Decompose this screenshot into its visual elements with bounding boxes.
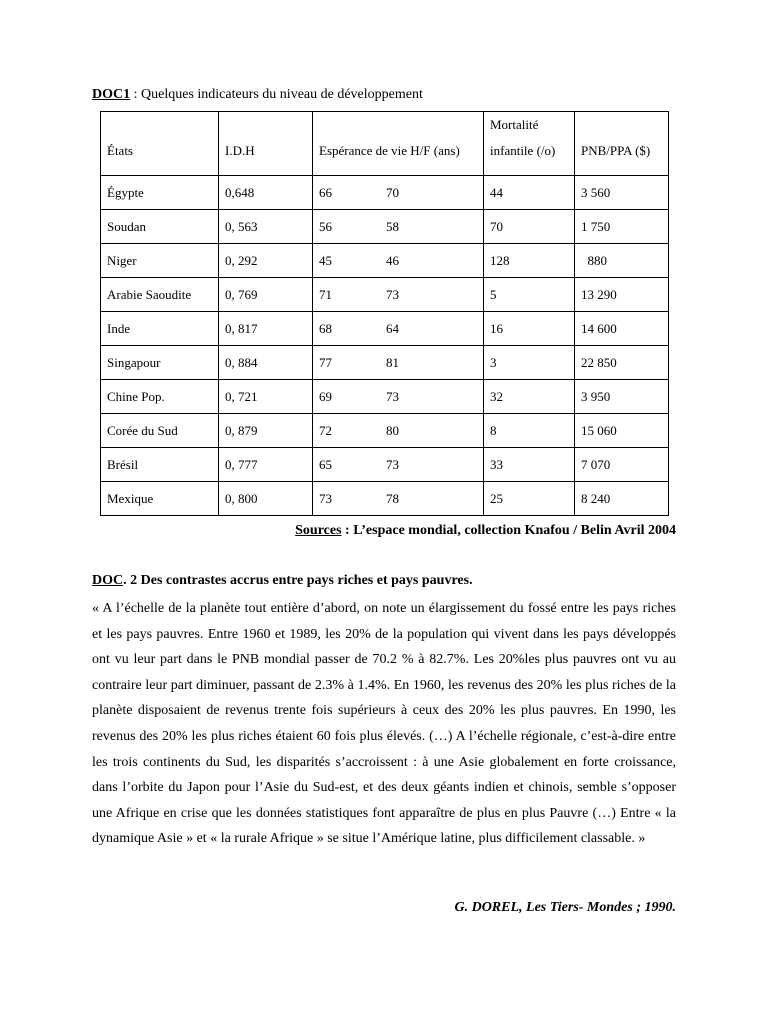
cell-state: Arabie Saoudite bbox=[101, 278, 219, 312]
table-row bbox=[101, 380, 669, 414]
life-expectancy-female: 70 bbox=[386, 184, 399, 200]
life-expectancy-male: 73 bbox=[319, 490, 332, 506]
table-row bbox=[101, 278, 669, 312]
life-expectancy-female: 80 bbox=[386, 422, 399, 438]
life-expectancy-female: 73 bbox=[386, 286, 399, 302]
life-expectancy-male: 56 bbox=[319, 218, 332, 234]
cell-pnb: 7 070 bbox=[575, 448, 669, 482]
cell-state: Brésil bbox=[101, 448, 219, 482]
table-row bbox=[101, 176, 669, 210]
life-expectancy-male: 65 bbox=[319, 456, 332, 472]
table-row bbox=[101, 482, 669, 516]
cell-pnb: 3 560 bbox=[575, 176, 669, 210]
header-life-expectancy: Espérance de vie H/F (ans) bbox=[313, 112, 484, 176]
header-state: États bbox=[101, 112, 219, 176]
cell-idh: 0, 292 bbox=[219, 244, 313, 278]
cell-state: Inde bbox=[101, 312, 219, 346]
cell-mortality: 70 bbox=[484, 210, 575, 244]
cell-idh: 0, 563 bbox=[219, 210, 313, 244]
cell-idh: 0, 817 bbox=[219, 312, 313, 346]
cell-idh: 0,648 bbox=[219, 176, 313, 210]
life-expectancy-female: 46 bbox=[386, 252, 399, 268]
cell-pnb: 880 bbox=[575, 244, 669, 278]
cell-life-expectancy bbox=[313, 414, 484, 448]
cell-mortality: 8 bbox=[484, 414, 575, 448]
cell-state: Singapour bbox=[101, 346, 219, 380]
cell-idh: 0, 721 bbox=[219, 380, 313, 414]
cell-life-expectancy bbox=[313, 210, 484, 244]
cell-life-expectancy bbox=[313, 346, 484, 380]
cell-pnb: 14 600 bbox=[575, 312, 669, 346]
life-expectancy-male: 69 bbox=[319, 388, 332, 404]
cell-mortality: 5 bbox=[484, 278, 575, 312]
cell-idh: 0, 884 bbox=[219, 346, 313, 380]
cell-mortality: 128 bbox=[484, 244, 575, 278]
table-row bbox=[101, 414, 669, 448]
doc2-label: DOC bbox=[92, 573, 124, 588]
life-expectancy-male: 77 bbox=[319, 354, 332, 370]
cell-state: Mexique bbox=[101, 482, 219, 516]
cell-idh: 0, 777 bbox=[219, 448, 313, 482]
header-mortality: Mortalité infantile (/o) bbox=[484, 112, 575, 176]
life-expectancy-female: 73 bbox=[386, 388, 399, 404]
table-row bbox=[101, 448, 669, 482]
table-row bbox=[101, 346, 669, 380]
cell-mortality: 25 bbox=[484, 482, 575, 516]
life-expectancy-female: 78 bbox=[386, 490, 399, 506]
cell-mortality: 32 bbox=[484, 380, 575, 414]
cell-state: Corée du Sud bbox=[101, 414, 219, 448]
table-header-row bbox=[101, 112, 669, 176]
life-expectancy-male: 66 bbox=[319, 184, 332, 200]
cell-life-expectancy bbox=[313, 380, 484, 414]
life-expectancy-male: 45 bbox=[319, 252, 332, 268]
doc2-heading bbox=[92, 573, 473, 589]
doc1-heading bbox=[92, 86, 423, 104]
cell-mortality: 3 bbox=[484, 346, 575, 380]
cell-life-expectancy bbox=[313, 482, 484, 516]
cell-life-expectancy bbox=[313, 312, 484, 346]
cell-pnb: 13 290 bbox=[575, 278, 669, 312]
cell-idh: 0, 769 bbox=[219, 278, 313, 312]
life-expectancy-female: 73 bbox=[386, 456, 399, 472]
cell-pnb: 8 240 bbox=[575, 482, 669, 516]
doc2-title: . 2 Des contrastes accrus entre pays riches et pays pauvres. bbox=[123, 573, 473, 588]
cell-life-expectancy bbox=[313, 278, 484, 312]
doc1-title: : Quelques indicateurs du niveau de développement bbox=[130, 87, 423, 102]
header-pnb: PNB/PPA ($) bbox=[575, 112, 669, 176]
cell-mortality: 44 bbox=[484, 176, 575, 210]
cell-state: Chine Pop. bbox=[101, 380, 219, 414]
cell-mortality: 16 bbox=[484, 312, 575, 346]
life-expectancy-female: 64 bbox=[386, 320, 399, 336]
life-expectancy-male: 72 bbox=[319, 422, 332, 438]
sources-text: : L’espace mondial, collection Knafou / Belin Avril 2004 bbox=[341, 523, 676, 538]
life-expectancy-male: 68 bbox=[319, 320, 332, 336]
cell-idh: 0, 879 bbox=[219, 414, 313, 448]
header-idh: I.D.H bbox=[219, 112, 313, 176]
indicators-table bbox=[100, 111, 669, 516]
life-expectancy-female: 58 bbox=[386, 218, 399, 234]
cell-life-expectancy bbox=[313, 176, 484, 210]
life-expectancy-male: 71 bbox=[319, 286, 332, 302]
doc1-label: DOC1 bbox=[92, 87, 131, 102]
cell-state: Soudan bbox=[101, 210, 219, 244]
doc2-quote: « A l’échelle de la planète tout entière d’abord, on note un élargissement du fossé entre les pays riches et les pays pauvres. Entre 1960 et 1989, les 20% de la population qui vivent dans les pays développés ont vu leur part dans le PNB mondial passer de 70.2 % à 82.7%. Les 20%les plus pauvres ont vu au contraire leur part diminuer, passant de 2.3% à 1.4%. En 1960, les revenus des 20% les plus riches de la planète disposaient de revenus trente fois supérieurs à ceux des 20% les plus pauvres. En 1990, les revenus des 20% les plus riches étaient 60 fois plus élevés. (…) A l’échelle régionale, c’est-à-dire entre les trois continents du Sud, les disparités s’accroissent : à une Asie globalement en forte croissance, dans l’orbite du Japon pour l’Asie du Sud-est, et des deux géants indien et chinois, semble s’opposer une Afrique en crise que les données statistiques font apparaître de plus en plus Pauvre (…) Entre « la dynamique Asie » et « la rurale Afrique » se situe l’Amérique latine, plus difficilement classable. » bbox=[92, 601, 676, 847]
cell-pnb: 3 950 bbox=[575, 380, 669, 414]
life-expectancy-female: 81 bbox=[386, 354, 399, 370]
cell-pnb: 22 850 bbox=[575, 346, 669, 380]
cell-life-expectancy bbox=[313, 448, 484, 482]
cell-idh: 0, 800 bbox=[219, 482, 313, 516]
table-row bbox=[101, 210, 669, 244]
cell-mortality: 33 bbox=[484, 448, 575, 482]
cell-life-expectancy bbox=[313, 244, 484, 278]
cell-pnb: 15 060 bbox=[575, 414, 669, 448]
table-row bbox=[101, 312, 669, 346]
sources-line bbox=[295, 523, 676, 539]
cell-pnb: 1 750 bbox=[575, 210, 669, 244]
sources-label: Sources bbox=[295, 523, 342, 538]
table-row bbox=[101, 244, 669, 278]
doc2-author: G. DOREL, Les Tiers- Mondes ; 1990. bbox=[454, 900, 676, 915]
cell-state: Niger bbox=[101, 244, 219, 278]
cell-state: Égypte bbox=[101, 176, 219, 210]
